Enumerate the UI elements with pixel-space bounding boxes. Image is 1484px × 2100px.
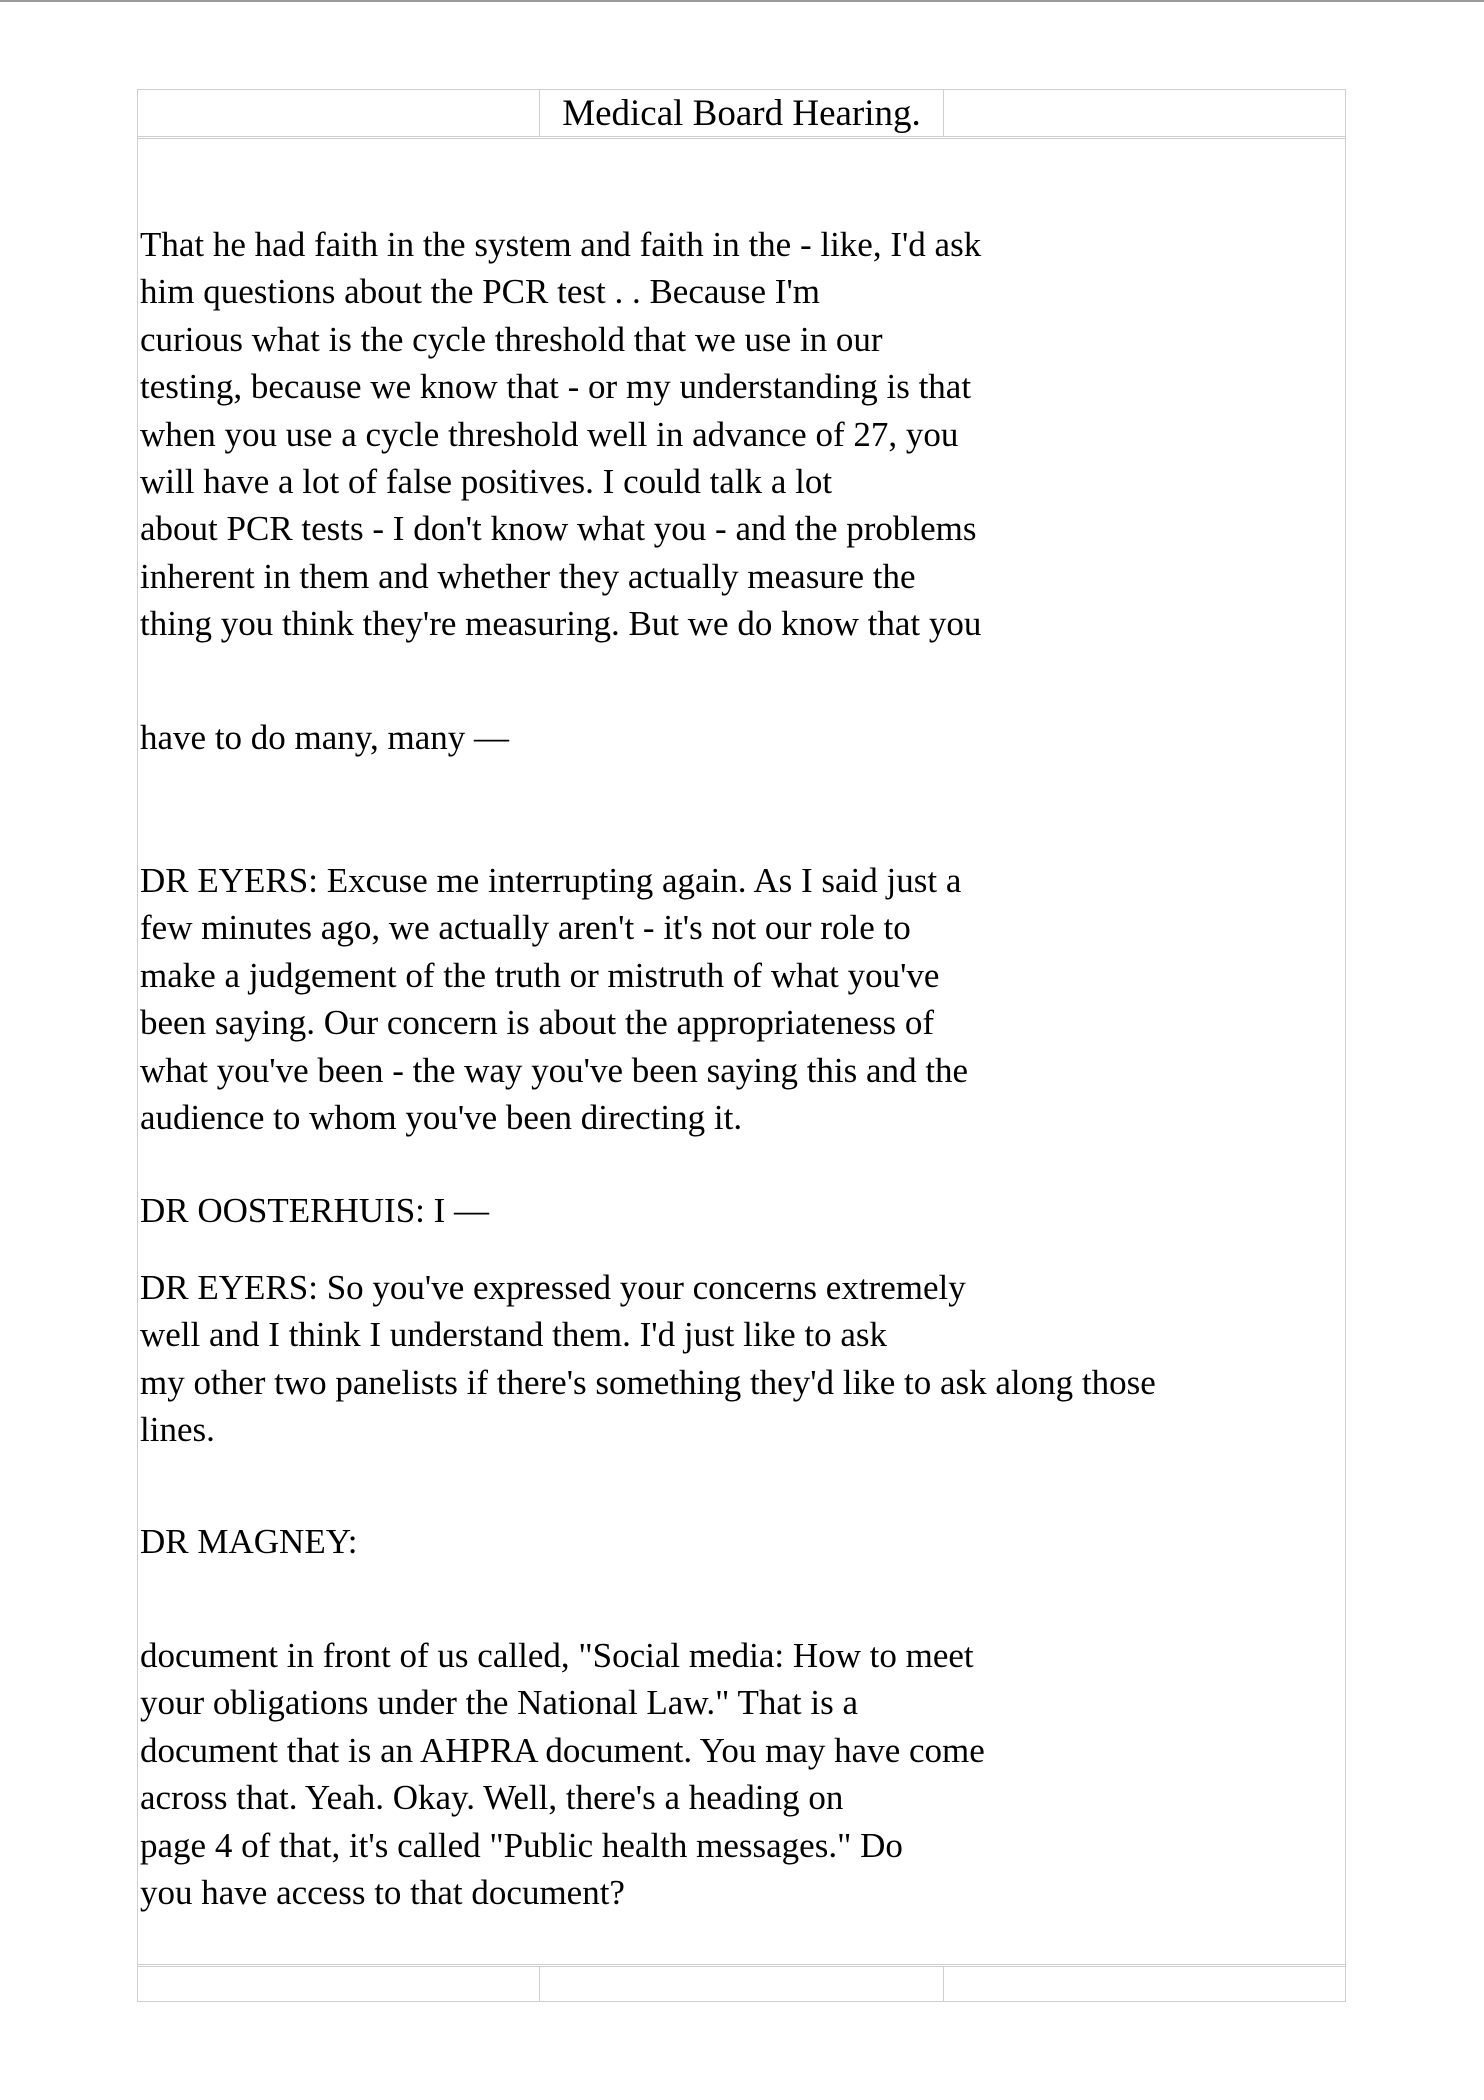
transcript-paragraph-oosterhuis: DR OOSTERHUIS: I — bbox=[140, 1191, 490, 1230]
transcript-paragraph-eyers-1: DR EYERS: Excuse me interrupting again. As I said just a few minutes ago, we actually aren't - it's not our role to make a judgement of the truth or mistruth of what you've been saying. Our concern is about the appropriateness of what you've been - the way you've been saying this and the audience to whom you've been directing it. bbox=[140, 861, 969, 1138]
footer-middle-cell bbox=[539, 1967, 943, 2002]
header-left-cell bbox=[137, 89, 539, 136]
transcript-paragraph-continuation: have to do many, many — bbox=[140, 718, 510, 757]
header-right-cell bbox=[944, 89, 1346, 136]
transcript-paragraph-eyers-2: DR EYERS: So you've expressed your concerns extremely well and I think I understand them. I'd just like to ask my other two panelists if there's something they'd like to ask along those lines. bbox=[140, 1268, 1156, 1450]
transcript-paragraph-magney: document in front of us called, "Social media: How to meet your obligations under the National Law." That is a document that is an AHPRA document. You may have come across that. Yeah. Okay. Well, there's a heading on page 4 of that, it's called "Public health messages." Do you have access to that document? bbox=[140, 1636, 985, 1913]
footer-table bbox=[137, 1964, 1346, 2002]
top-rule bbox=[0, 0, 1484, 2]
footer-left-cell bbox=[137, 1967, 539, 2002]
header-table bbox=[137, 89, 1346, 139]
transcript-paragraph-pcr: That he had faith in the system and faith in the - like, I'd ask him questions about the PCR test . . Because I'm curious what is the cycle threshold that we use in our testing, because we know that - or my understanding is that when you use a cycle threshold well in advance of 27, you will have a lot of false positives. I could talk a lot about PCR tests - I don't know what you - and the problems inherent in them and whether they actually measure the thing you think they're measuring. But we do know that you bbox=[140, 225, 982, 644]
transcript-speaker-magney: DR MAGNEY: bbox=[140, 1522, 358, 1561]
footer-right-cell bbox=[944, 1967, 1346, 2002]
page-title: Medical Board Hearing. bbox=[539, 89, 943, 136]
